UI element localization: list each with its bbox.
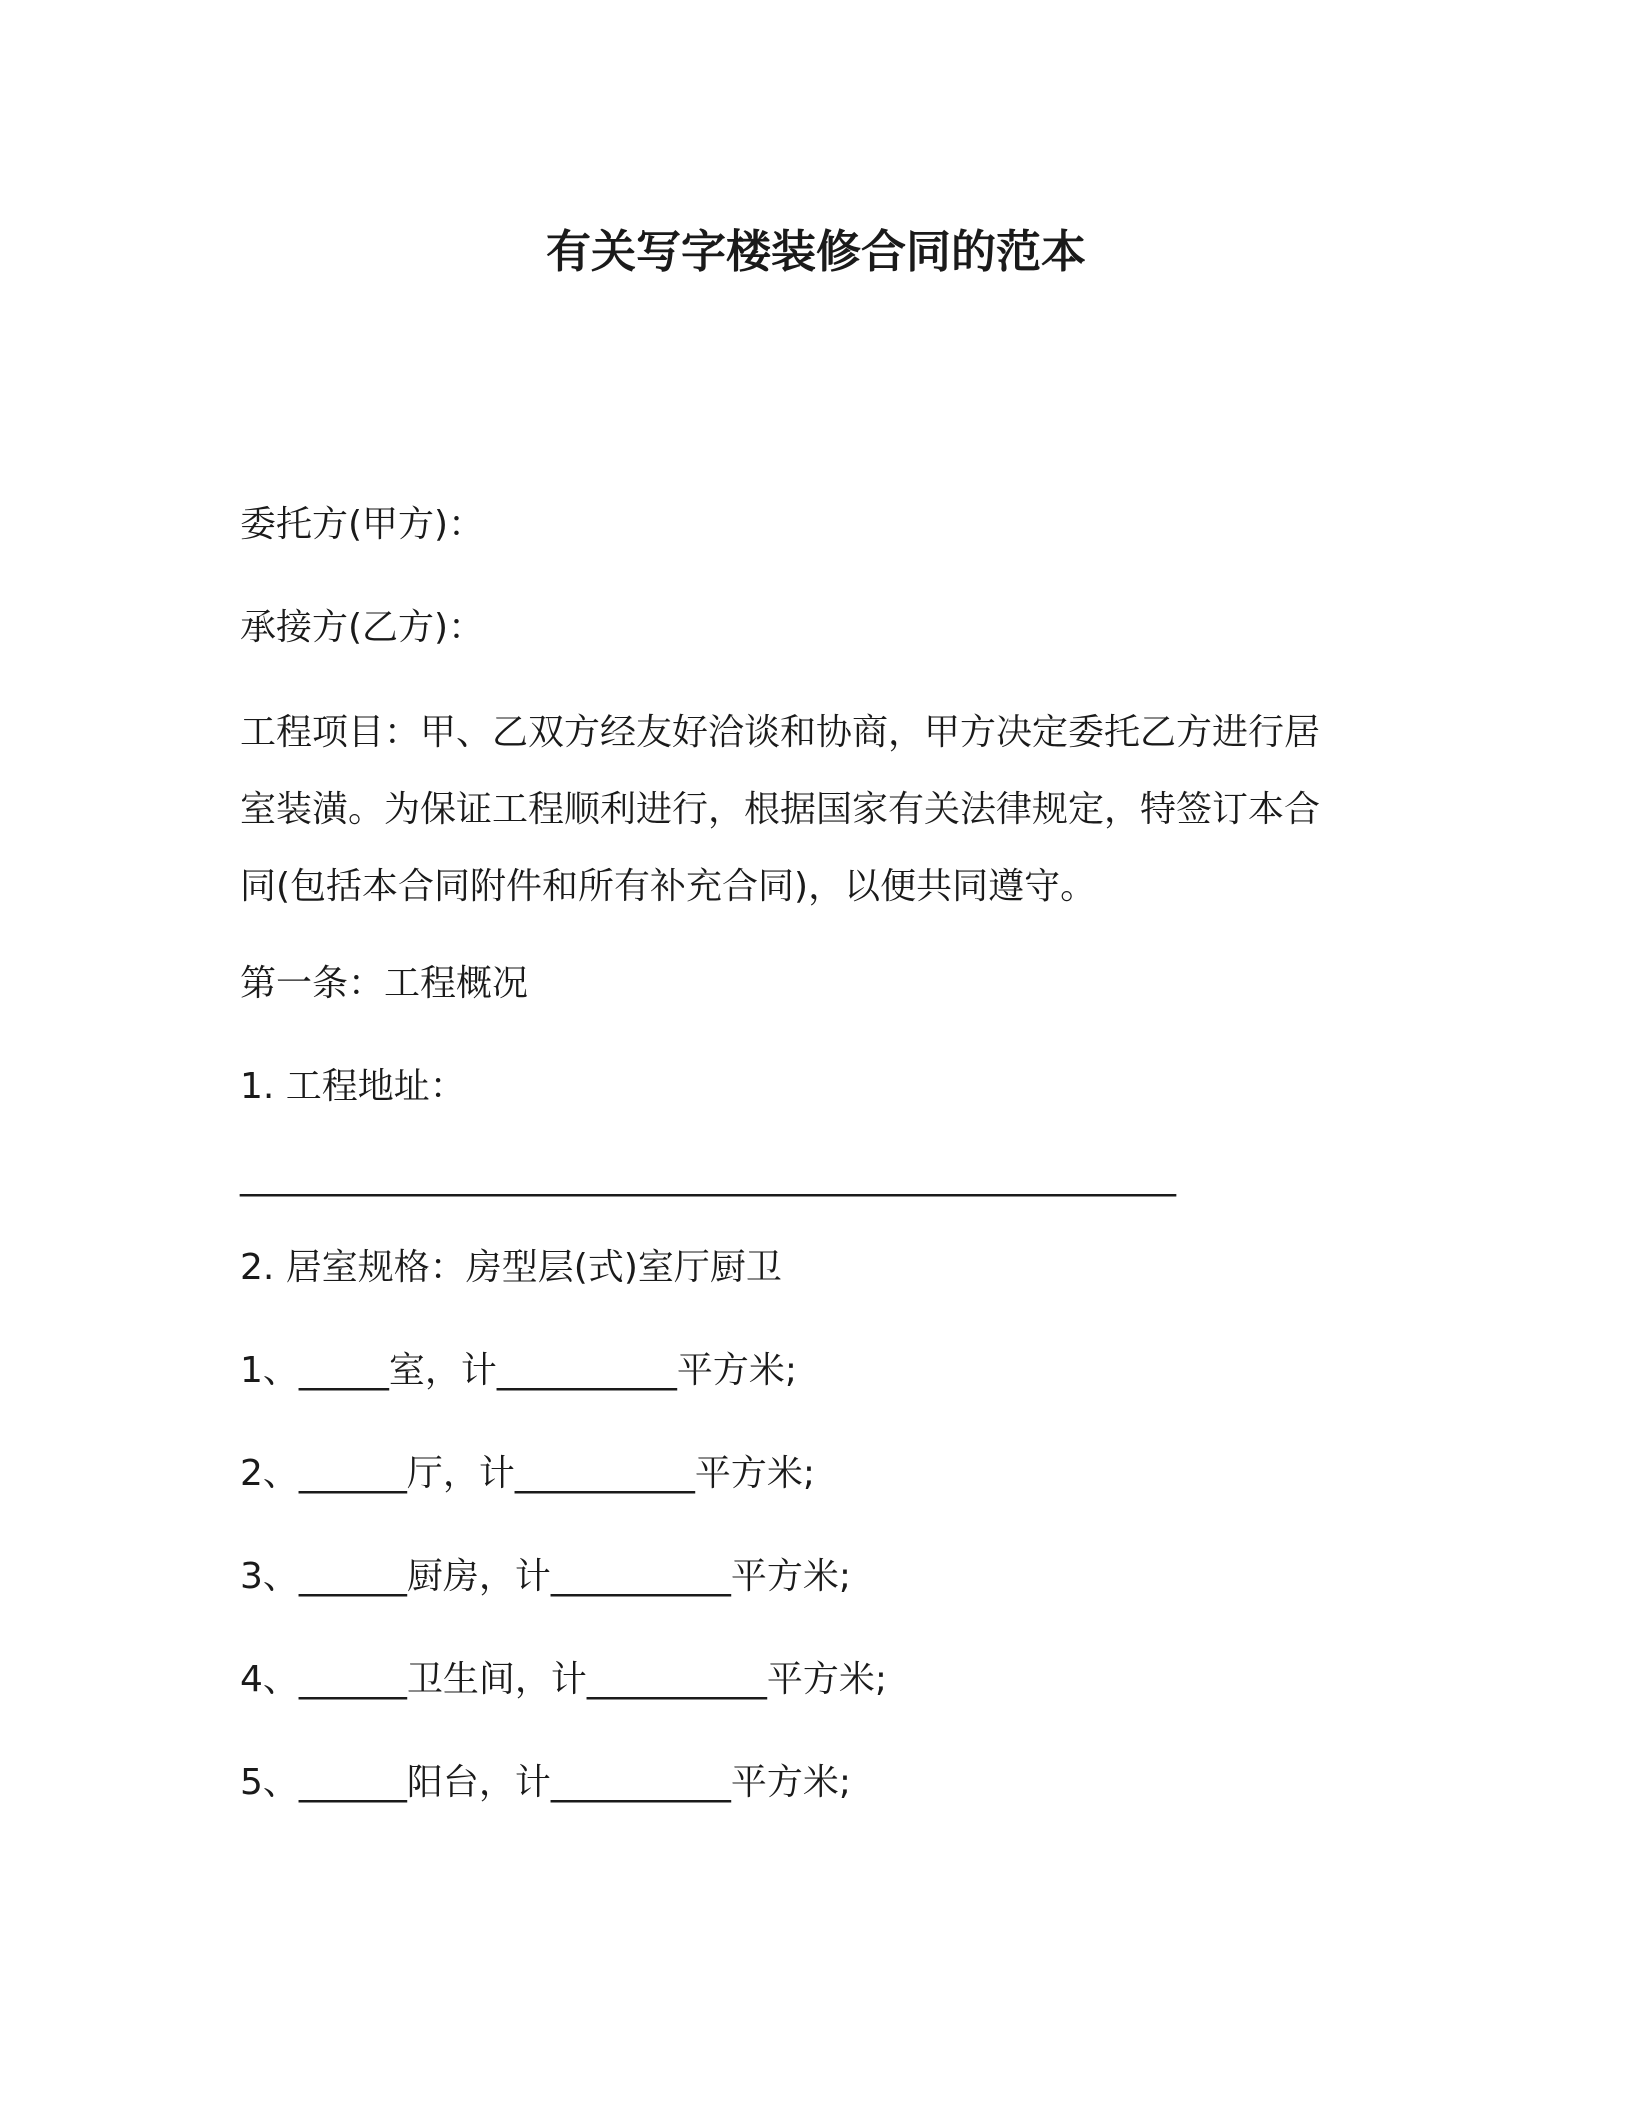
project-line: 工程项目：甲、乙双方经友好洽谈和协商，甲方决定委托乙方进行居 [240,712,1321,753]
item-1-address: 1. 工程地址： [240,1066,466,1107]
document-title: 有关写字楼装修合同的范本 [545,225,1086,278]
spec-hall: 2、______厅，计__________平方米; [240,1453,816,1494]
item-2-spec: 2. 居室规格：房型层(式)室厅厨卫 [240,1247,782,1288]
spec-bathroom: 4、______卫生间，计__________平方米; [240,1659,888,1700]
spec-kitchen: 3、______厨房，计__________平方米; [240,1556,852,1597]
project-line: 室装潢。为保证工程顺利进行，根据国家有关法律规定，特签订本合 [240,789,1321,830]
spec-balcony: 5、______阳台，计__________平方米; [240,1762,852,1803]
address-blank-line: ____________________________________________________ [240,1156,1176,1197]
spec-rooms: 1、_____室，计__________平方米; [240,1350,798,1391]
project-line: 同(包括本合同附件和所有补充合同)，以便共同遵守。 [240,866,1097,907]
article-1-heading: 第一条：工程概况 [240,963,529,1004]
party-b-label: 承接方(乙方)： [240,607,485,648]
party-a-label: 委托方(甲方)： [240,504,485,545]
project-paragraph [240,694,1360,925]
